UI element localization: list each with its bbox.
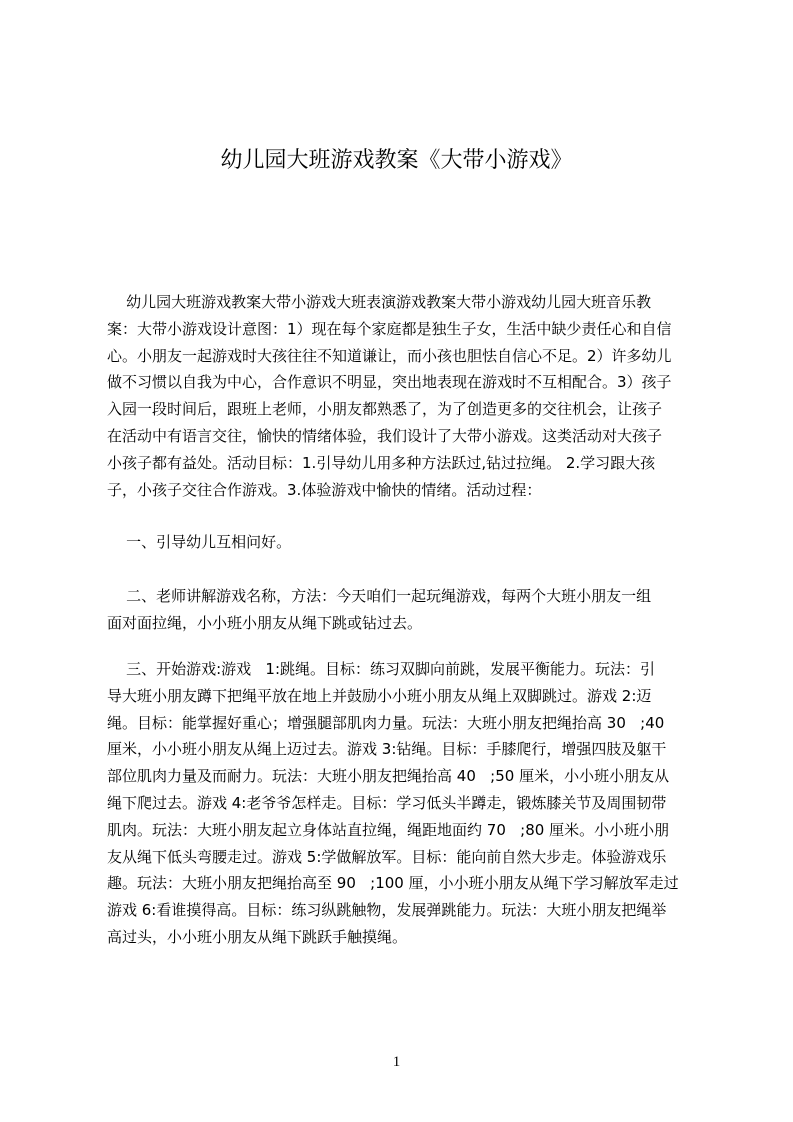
section3-line: 导大班小朋友蹲下把绳平放在地上并鼓励小小班小朋友从绳上双脚跳过。游戏 2:迈: [107, 686, 652, 705]
document-title: 幼儿园大班游戏教案《大带小游戏》: [220, 148, 573, 173]
intro-line: 案：大带小游戏设计意图：1）现在每个家庭都是独生子女，生活中缺少责任心和自信: [107, 319, 672, 338]
section3-line: 绳。目标：能掌握好重心；增强腿部肌肉力量。玩法：大班小朋友把绳抬高 30 ;40: [107, 713, 665, 732]
page-number: 1: [392, 1054, 401, 1070]
intro-line: 心。小朋友一起游戏时大孩往往不知道谦让，而小孩也胆怯自信心不足。2）许多幼儿: [107, 346, 672, 365]
section1-line: 一、引导幼儿互相问好。: [107, 533, 292, 551]
section3-line: 趣。玩法：大班小朋友把绳抬高至 90 ;100 厘，小小班小朋友从绳下学习解放军走过: [107, 874, 679, 893]
intro-line: 幼儿园大班游戏教案大带小游戏大班表演游戏教案大带小游戏幼儿园大班音乐教: [107, 293, 652, 311]
intro-line: 入园一段时间后，跟班上老师，小朋友都熟悉了，为了创造更多的交往机会，让孩子: [107, 400, 663, 419]
intro-line: 做不习惯以自我为中心，合作意识不明显，突出地表现在游戏时不互相配合。3）孩子: [107, 373, 672, 392]
section2-line: 面对面拉绳，小小班小朋友从绳下跳或钻过去。: [107, 613, 423, 632]
intro-line: 在活动中有语言交往，愉快的情绪体验，我们设计了大带小游戏。这类活动对大孩子: [107, 427, 663, 445]
section3-line: 肌肉。玩法：大班小朋友起立身体站直拉绳，绳距地面约 70 ;80 厘米。小小班小朋: [107, 820, 670, 839]
section3-line: 游戏 6:看谁摸得高。目标：练习纵跳触物，发展弹跳能力。玩法：大班小朋友把绳举: [107, 901, 667, 920]
section3-line: 部位肌肉力量及而耐力。玩法：大班小朋友把绳抬高 40 ;50 厘米，小小班小朋友从: [107, 767, 670, 786]
intro-line: 子，小孩子交往合作游戏。3.体验游戏中愉快的情绪。活动过程：: [107, 480, 542, 499]
section3-line: 三、开始游戏:游戏 1:跳绳。目标：练习双脚向前跳，发展平衡能力。玩法：引: [107, 660, 656, 678]
section2-line: 二、老师讲解游戏名称，方法：今天咱们一起玩绳游戏，每两个大班小朋友一组: [107, 587, 652, 605]
intro-line: 小孩子都有益处。活动目标：1.引导幼儿用多种方法跃过,钻过拉绳。 2.学习跟大孩: [107, 453, 656, 472]
section3-line: 绳下爬过去。游戏 4:老爷爷怎样走。目标：学习低头半蹲走，锻炼膝关节及周围韧带: [107, 794, 667, 812]
section3-line: 高过头，小小班小朋友从绳下跳跃手触摸绳。: [107, 928, 408, 946]
section3-line: 友从绳下低头弯腰走过。游戏 5:学做解放军。目标：能向前自然大步走。体验游戏乐: [107, 847, 667, 866]
section3-line: 厘米，小小班小朋友从绳上迈过去。游戏 3:钻绳。目标：手膝爬行，增强四肢及躯干: [107, 740, 667, 759]
